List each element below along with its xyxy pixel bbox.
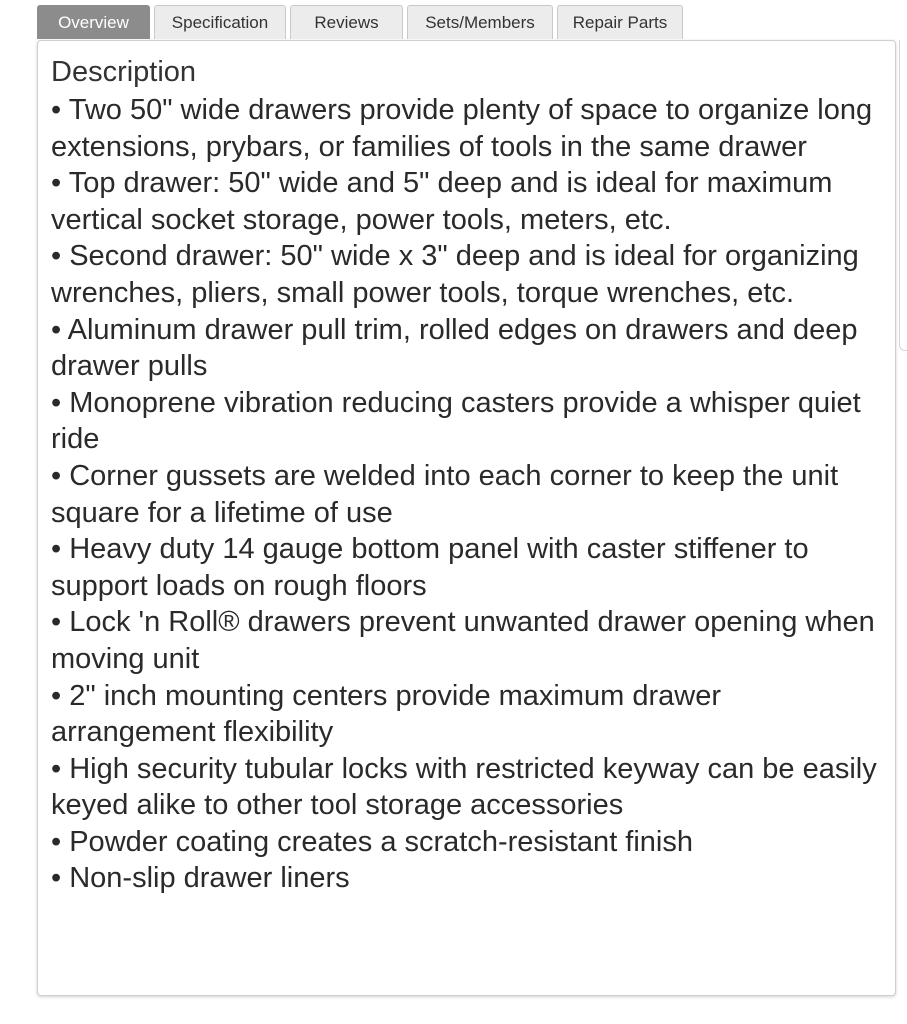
bullet-icon: •: [51, 459, 62, 492]
feature-text: Lock 'n Roll® drawers prevent unwanted drawer opening when moving unit: [51, 606, 875, 675]
bullet-icon: •: [51, 679, 62, 712]
feature-item: [51, 238, 885, 311]
bullet-icon: •: [51, 606, 62, 639]
feature-item: [51, 860, 885, 897]
bullet-icon: •: [51, 167, 62, 200]
tab-repair-parts[interactable]: Repair Parts: [557, 5, 683, 39]
product-tab-bar: [37, 5, 687, 41]
feature-text: Monoprene vibration reducing casters provide a whisper quiet ride: [51, 386, 861, 456]
feature-item: [51, 312, 885, 385]
feature-text: Aluminum drawer pull trim, rolled edges on drawers and deep drawer pulls: [51, 313, 858, 383]
bullet-icon: •: [51, 313, 62, 346]
bullet-icon: •: [51, 94, 62, 126]
tab-sets-members[interactable]: Sets/Members: [407, 5, 553, 39]
feature-text: Corner gussets are welded into each corner to keep the unit square for a lifetime of use: [51, 459, 839, 529]
feature-item: [51, 92, 885, 165]
feature-text: Powder coating creates a scratch-resistant finish: [69, 825, 694, 858]
feature-item: [51, 678, 885, 751]
feature-list: [51, 92, 885, 897]
tab-reviews[interactable]: Reviews: [290, 5, 403, 39]
feature-item: [51, 824, 885, 861]
bullet-icon: •: [51, 240, 62, 273]
feature-text: Non-slip drawer liners: [69, 862, 350, 895]
overview-panel: [37, 40, 896, 996]
feature-item: [51, 531, 885, 604]
feature-item: [51, 751, 885, 824]
feature-text: 2" inch mounting centers provide maximum drawer arrangement flexibility: [51, 679, 722, 749]
feature-item: [51, 165, 885, 238]
feature-text: Second drawer: 50" wide x 3" deep and is ideal for organizing wrenches, pliers, small power tools, torque wrenches, etc.: [51, 240, 859, 309]
feature-item: [51, 604, 885, 677]
bullet-icon: •: [51, 386, 62, 419]
adjacent-panel-edge: [899, 40, 907, 351]
tab-specification[interactable]: Specification: [154, 5, 286, 39]
tab-overview[interactable]: Overview: [37, 5, 150, 39]
description-heading: Description: [51, 56, 197, 88]
bullet-icon: •: [51, 533, 62, 566]
feature-item: [51, 458, 885, 531]
bullet-icon: •: [51, 862, 62, 895]
feature-text: Two 50" wide drawers provide plenty of space to organize long extensions, prybars, or families of tools in the same drawer: [51, 94, 873, 163]
feature-text: Heavy duty 14 gauge bottom panel with caster stiffener to support loads on rough floors: [51, 533, 809, 602]
bullet-icon: •: [51, 752, 62, 785]
feature-text: Top drawer: 50" wide and 5" deep and is ideal for maximum vertical socket storage, power tools, meters, etc.: [51, 167, 833, 236]
bullet-icon: •: [51, 825, 62, 858]
feature-item: [51, 385, 885, 458]
feature-text: High security tubular locks with restricted keyway can be easily keyed alike to other tool storage accessories: [51, 752, 877, 822]
